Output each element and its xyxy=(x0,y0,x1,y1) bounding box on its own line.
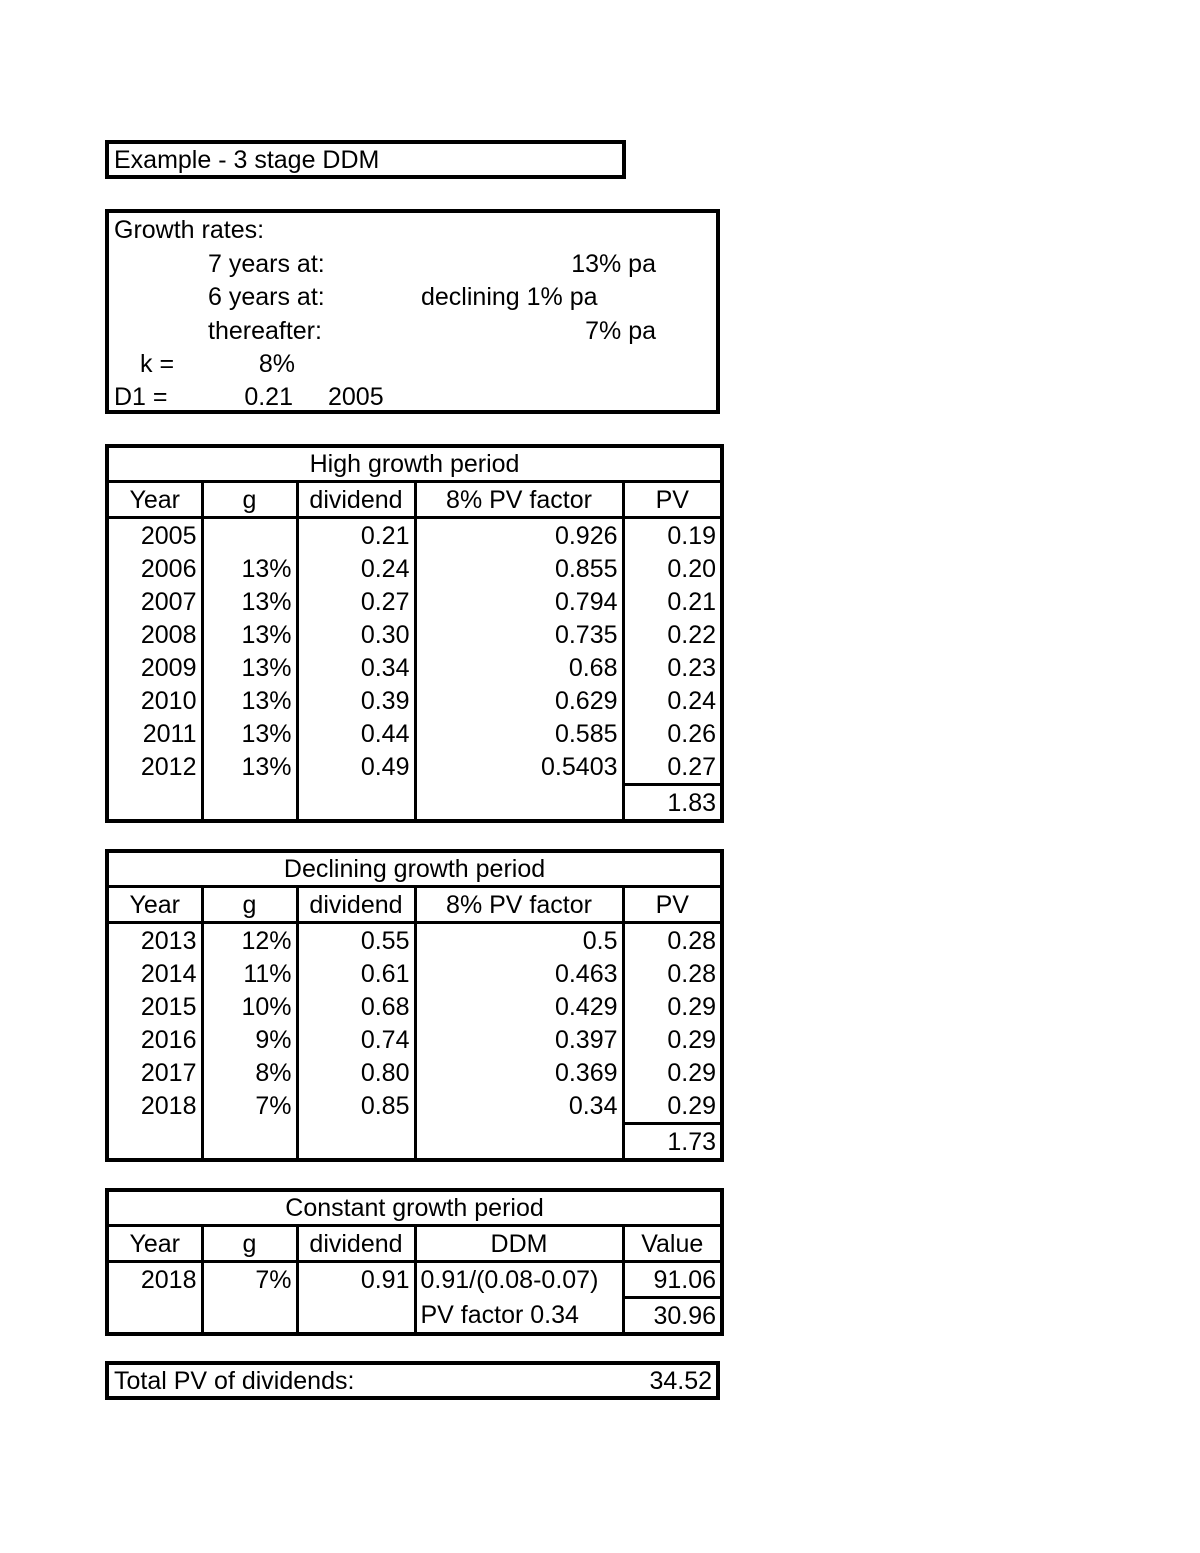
g-cell: 13% xyxy=(202,552,297,585)
value-cell: 91.06 xyxy=(653,1265,717,1294)
table-row xyxy=(107,518,722,553)
pv-total: 1.83 xyxy=(623,785,722,822)
ddm-formula-cell: 0.91/(0.08-0.07) xyxy=(415,1262,623,1298)
column-header: 8% PV factor xyxy=(415,482,623,518)
declining-growth-table xyxy=(105,849,724,1162)
year-cell: 2012 xyxy=(107,750,202,785)
dividend-cell: 0.44 xyxy=(297,717,415,750)
pv-cell: 0.29 xyxy=(667,992,717,1021)
pv-cell: 0.28 xyxy=(667,959,717,988)
growth-rate-label: 6 years at: xyxy=(208,283,325,311)
pv-cell: 0.29 xyxy=(667,1091,717,1120)
pv-factor-cell: 0.397 xyxy=(415,1023,623,1056)
table-row xyxy=(107,552,722,585)
pv-factor-cell: 0.429 xyxy=(415,990,623,1023)
table-row xyxy=(107,585,722,618)
g-cell: 13% xyxy=(202,750,297,785)
d1-year: 2005 xyxy=(328,383,384,411)
column-header: dividend xyxy=(297,482,415,518)
year-cell: 2017 xyxy=(107,1056,202,1089)
dividend-cell: 0.74 xyxy=(297,1023,415,1056)
total-pv-box xyxy=(105,1361,720,1400)
pv-cell: 0.19 xyxy=(667,521,717,550)
g-cell: 8% xyxy=(202,1056,297,1089)
table-title: Declining growth period xyxy=(107,851,722,887)
table-row xyxy=(107,1089,722,1124)
column-header: g xyxy=(202,887,297,923)
pv-cell: 0.23 xyxy=(667,653,717,682)
title-box xyxy=(105,140,626,179)
pv-cell: 0.26 xyxy=(667,719,717,748)
year-cell: 2006 xyxy=(107,552,202,585)
pv-cell: 0.29 xyxy=(667,1058,717,1087)
dividend-cell: 0.68 xyxy=(297,990,415,1023)
column-header: dividend xyxy=(297,1226,415,1262)
pv-value-cell: 30.96 xyxy=(623,1298,722,1335)
g-cell: 12% xyxy=(202,923,297,958)
year-cell: 2005 xyxy=(107,518,202,553)
pv-factor-cell: 0.585 xyxy=(415,717,623,750)
pv-factor-cell: 0.926 xyxy=(415,518,623,553)
column-header: PV xyxy=(623,482,722,518)
pv-factor-cell: 0.5403 xyxy=(415,750,623,785)
dividend-cell: 0.55 xyxy=(297,923,415,958)
table-row xyxy=(107,923,722,958)
pv-factor-cell: 0.369 xyxy=(415,1056,623,1089)
dividend-cell: 0.61 xyxy=(297,957,415,990)
pv-cell: 0.29 xyxy=(667,1025,717,1054)
dividend-cell: 0.27 xyxy=(297,585,415,618)
pv-cell: 0.22 xyxy=(667,620,717,649)
column-header: Year xyxy=(107,887,202,923)
dividend-cell: 0.80 xyxy=(297,1056,415,1089)
year-cell: 2011 xyxy=(107,717,202,750)
column-header: Year xyxy=(107,1226,202,1262)
growth-rate-value: declining 1% pa xyxy=(421,283,598,311)
year-cell: 2015 xyxy=(107,990,202,1023)
g-cell: 13% xyxy=(202,717,297,750)
k-label: k = xyxy=(140,350,175,378)
growth-rates-heading: Growth rates: xyxy=(114,216,265,244)
year-cell: 2010 xyxy=(107,684,202,717)
g-cell: 9% xyxy=(202,1023,297,1056)
table-title: High growth period xyxy=(107,446,722,482)
table-row xyxy=(107,618,722,651)
table-row xyxy=(107,1262,722,1298)
table-title: Constant growth period xyxy=(107,1190,722,1226)
pv-factor-note: PV factor 0.34 xyxy=(415,1298,623,1335)
growth-rate-label: thereafter: xyxy=(208,317,322,345)
pv-total: 1.73 xyxy=(623,1124,722,1161)
pv-cell: 0.24 xyxy=(667,686,717,715)
year-cell: 2013 xyxy=(107,923,202,958)
growth-rate-value: 7% pa xyxy=(585,317,656,345)
dividend-cell: 0.30 xyxy=(297,618,415,651)
pv-cell: 0.28 xyxy=(667,926,717,955)
page-title: Example - 3 stage DDM xyxy=(114,146,380,174)
column-header: Value xyxy=(623,1226,722,1262)
column-header: 8% PV factor xyxy=(415,887,623,923)
year-cell: 2008 xyxy=(107,618,202,651)
dividend-cell: 0.39 xyxy=(297,684,415,717)
pv-factor-cell: 0.735 xyxy=(415,618,623,651)
dividend-cell: 0.85 xyxy=(297,1089,415,1124)
g-cell xyxy=(202,518,297,553)
table-row xyxy=(107,651,722,684)
pv-cell: 0.27 xyxy=(667,752,717,781)
g-cell: 13% xyxy=(202,585,297,618)
column-header: DDM xyxy=(415,1226,623,1262)
column-header: dividend xyxy=(297,887,415,923)
g-cell: 7% xyxy=(202,1089,297,1124)
pv-cell: 0.21 xyxy=(667,587,717,616)
pv-factor-cell: 0.794 xyxy=(415,585,623,618)
g-cell: 13% xyxy=(202,651,297,684)
pv-factor-cell: 0.629 xyxy=(415,684,623,717)
year-cell: 2018 xyxy=(107,1262,202,1298)
total-row xyxy=(107,1124,722,1161)
year-cell: 2016 xyxy=(107,1023,202,1056)
year-cell: 2014 xyxy=(107,957,202,990)
total-row xyxy=(107,785,722,822)
year-cell: 2009 xyxy=(107,651,202,684)
table-row xyxy=(107,717,722,750)
table-row xyxy=(107,1298,722,1335)
pv-factor-cell: 0.5 xyxy=(415,923,623,958)
column-header: PV xyxy=(623,887,722,923)
dividend-cell: 0.34 xyxy=(297,651,415,684)
growth-rates-box xyxy=(105,209,720,414)
column-header: g xyxy=(202,1226,297,1262)
table-row xyxy=(107,1023,722,1056)
year-cell: 2018 xyxy=(107,1089,202,1124)
column-header: g xyxy=(202,482,297,518)
growth-rate-label: 7 years at: xyxy=(208,250,325,278)
pv-cell: 0.20 xyxy=(667,554,717,583)
table-row xyxy=(107,990,722,1023)
pv-factor-cell: 0.463 xyxy=(415,957,623,990)
g-cell: 7% xyxy=(202,1262,297,1298)
growth-rate-value: 13% pa xyxy=(571,250,656,278)
dividend-cell: 0.91 xyxy=(297,1262,415,1298)
d1-value: 0.21 xyxy=(244,383,293,411)
table-row xyxy=(107,957,722,990)
k-value: 8% xyxy=(258,350,295,378)
d1-label: D1 = xyxy=(114,383,168,411)
dividend-cell: 0.24 xyxy=(297,552,415,585)
g-cell: 13% xyxy=(202,684,297,717)
high-growth-table xyxy=(105,444,724,823)
table-row xyxy=(107,684,722,717)
dividend-cell: 0.49 xyxy=(297,750,415,785)
pv-factor-cell: 0.855 xyxy=(415,552,623,585)
column-header: Year xyxy=(107,482,202,518)
g-cell: 11% xyxy=(202,957,297,990)
g-cell: 10% xyxy=(202,990,297,1023)
pv-factor-cell: 0.34 xyxy=(415,1089,623,1124)
table-row xyxy=(107,1056,722,1089)
table-row xyxy=(107,750,722,785)
total-pv-value: 34.52 xyxy=(649,1367,712,1395)
pv-factor-cell: 0.68 xyxy=(415,651,623,684)
total-pv-label: Total PV of dividends: xyxy=(114,1367,355,1395)
constant-growth-table xyxy=(105,1188,724,1336)
dividend-cell: 0.21 xyxy=(297,518,415,553)
year-cell: 2007 xyxy=(107,585,202,618)
g-cell: 13% xyxy=(202,618,297,651)
